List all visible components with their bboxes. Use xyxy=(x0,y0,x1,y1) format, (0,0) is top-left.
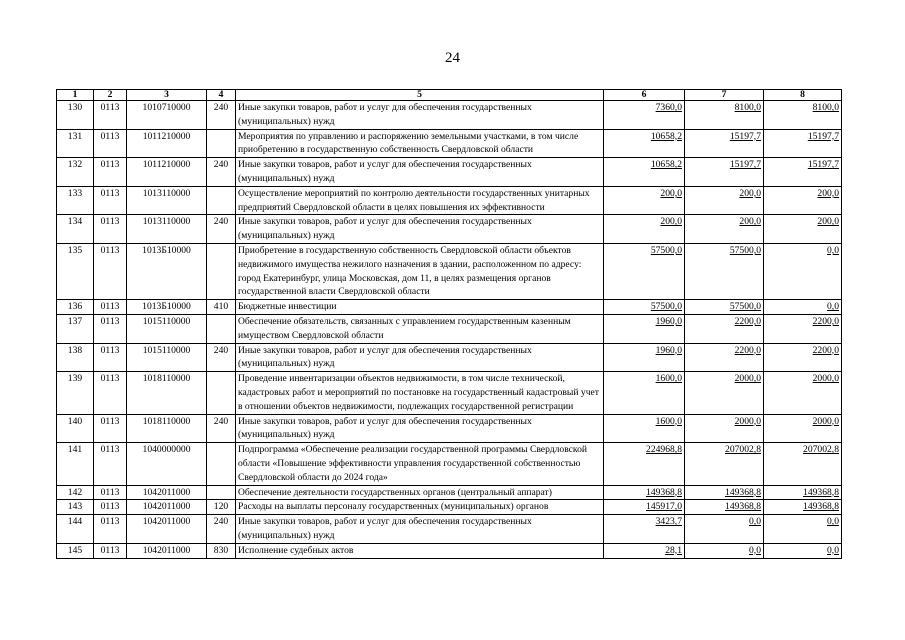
amount-value: 149368,8 xyxy=(646,486,682,498)
amount-col6-cell xyxy=(604,372,685,414)
expense-type-code-cell xyxy=(207,485,236,500)
table-row xyxy=(57,300,842,315)
expense-type-code-cell xyxy=(207,243,236,299)
amount-value: 200,0 xyxy=(817,216,839,228)
amount-col6-cell xyxy=(604,314,685,343)
amount-value: 149368,8 xyxy=(725,486,761,498)
section-code-cell: 0113 xyxy=(94,101,127,130)
header-cell: 3 xyxy=(127,90,207,101)
table-row xyxy=(57,543,842,558)
section-code-cell: 0113 xyxy=(94,343,127,372)
amount-col8-cell xyxy=(764,215,842,244)
amount-value: 8100,0 xyxy=(812,102,839,113)
amount-col6-cell xyxy=(604,543,685,558)
amount-col7-cell xyxy=(685,215,764,244)
amount-col8-cell xyxy=(764,443,842,485)
amount-value: 1600,0 xyxy=(655,373,682,385)
item-name-cell: Обеспечение деятельности государственных органов (центральный аппарат) xyxy=(236,485,604,500)
amount-col7-cell xyxy=(685,485,764,500)
expense-type-code-cell xyxy=(207,372,236,414)
row-number-cell: 136 xyxy=(57,300,94,315)
amount-col7-cell xyxy=(685,158,764,187)
header-cell: 7 xyxy=(685,90,764,101)
amount-value: 200,0 xyxy=(660,187,682,199)
amount-col6-cell xyxy=(604,300,685,315)
amount-col8-cell xyxy=(764,129,842,158)
section-code-cell: 0113 xyxy=(94,372,127,414)
amount-col7-cell xyxy=(685,414,764,443)
target-article-code-cell: 1013110000 xyxy=(127,215,207,244)
table-row xyxy=(57,372,842,414)
expense-type-code-cell: 120 xyxy=(207,500,236,515)
row-number-cell: 130 xyxy=(57,101,94,130)
row-number-cell: 144 xyxy=(57,515,94,544)
expense-type-code-cell: 240 xyxy=(207,414,236,443)
expense-type-code-cell: 240 xyxy=(207,343,236,372)
amount-col6-cell xyxy=(604,343,685,372)
amount-value: 0,0 xyxy=(827,516,839,528)
amount-col8-cell xyxy=(764,485,842,500)
amount-value: 1600,0 xyxy=(655,415,682,427)
header-cell: 2 xyxy=(94,90,127,101)
item-name-cell: Иные закупки товаров, работ и услуг для обеспечения государственных (муниципальных) нужд xyxy=(236,414,604,443)
table-row xyxy=(57,443,842,485)
amount-value: 145917,0 xyxy=(646,501,682,513)
section-code-cell: 0113 xyxy=(94,515,127,544)
amount-col7-cell xyxy=(685,300,764,315)
item-name-cell: Обеспечение обязательств, связанных с управлением государственным казенным имуществом Свердловской области xyxy=(236,314,604,343)
amount-col6-cell xyxy=(604,500,685,515)
table-row xyxy=(57,500,842,515)
section-code-cell: 0113 xyxy=(94,314,127,343)
expense-type-code-cell: 240 xyxy=(207,515,236,544)
section-code-cell: 0113 xyxy=(94,500,127,515)
amount-col6-cell xyxy=(604,215,685,244)
target-article-code-cell: 1018110000 xyxy=(127,414,207,443)
expense-type-code-cell xyxy=(207,443,236,485)
target-article-code-cell: 1015110000 xyxy=(127,314,207,343)
row-number-cell: 134 xyxy=(57,215,94,244)
target-article-code-cell: 1010710000 xyxy=(127,101,207,130)
amount-col8-cell xyxy=(764,101,842,130)
amount-col8-cell xyxy=(764,372,842,414)
amount-col7-cell xyxy=(685,515,764,544)
section-code-cell: 0113 xyxy=(94,243,127,299)
section-code-cell: 0113 xyxy=(94,158,127,187)
amount-col8-cell xyxy=(764,543,842,558)
amount-col7-cell xyxy=(685,243,764,299)
row-number-cell: 140 xyxy=(57,414,94,443)
amount-col6-cell xyxy=(604,515,685,544)
amount-value: 10658,2 xyxy=(650,159,682,171)
table-row xyxy=(57,186,842,215)
table-row xyxy=(57,314,842,343)
amount-value: 57500,0 xyxy=(729,244,761,256)
target-article-code-cell: 1042011000 xyxy=(127,500,207,515)
amount-value: 149368,8 xyxy=(725,501,761,513)
amount-col6-cell xyxy=(604,129,685,158)
table-row xyxy=(57,129,842,158)
amount-value: 207002,8 xyxy=(725,444,761,456)
expense-type-code-cell: 240 xyxy=(207,101,236,130)
amount-col7-cell xyxy=(685,372,764,414)
item-name-cell: Приобретение в государственную собственность Свердловской области объектов недвижимого имущества нежилого назначения в здании, расположенном по адресу: город Екатеринбург, улица Московская, дом 11, в целях размещения органов государственной власти Свердловской области xyxy=(236,243,604,299)
expense-type-code-cell: 830 xyxy=(207,543,236,558)
budget-table xyxy=(56,89,842,559)
row-number-cell: 135 xyxy=(57,243,94,299)
amount-value: 1960,0 xyxy=(655,315,682,327)
target-article-code-cell: 1042011000 xyxy=(127,515,207,544)
amount-col6-cell xyxy=(604,443,685,485)
amount-value: 0,0 xyxy=(827,544,839,556)
amount-col8-cell xyxy=(764,500,842,515)
target-article-code-cell: 1018110000 xyxy=(127,372,207,414)
row-number-cell: 132 xyxy=(57,158,94,187)
table-row xyxy=(57,485,842,500)
amount-col7-cell xyxy=(685,343,764,372)
item-name-cell: Иные закупки товаров, работ и услуг для обеспечения государственных (муниципальных) нужд xyxy=(236,101,604,130)
amount-value: 224968,8 xyxy=(646,444,682,456)
section-code-cell: 0113 xyxy=(94,414,127,443)
target-article-code-cell: 1013Б10000 xyxy=(127,300,207,315)
amount-value: 207002,8 xyxy=(803,444,839,456)
amount-value: 8100,0 xyxy=(734,102,761,113)
header-cell: 1 xyxy=(57,90,94,101)
item-name-cell: Осуществление мероприятий по контролю деятельности государственных унитарных предприятий Свердловской области в целях повышения их эффективности xyxy=(236,186,604,215)
header-cell: 6 xyxy=(604,90,685,101)
amount-value: 3423,7 xyxy=(655,516,682,528)
item-name-cell: Мероприятия по управлению и распоряжению земельными участками, в том числе приобретению в государственную собственность Свердловской области xyxy=(236,129,604,158)
expense-type-code-cell: 410 xyxy=(207,300,236,315)
row-number-cell: 145 xyxy=(57,543,94,558)
table-row xyxy=(57,215,842,244)
amount-col8-cell xyxy=(764,300,842,315)
item-name-cell: Иные закупки товаров, работ и услуг для обеспечения государственных (муниципальных) нужд xyxy=(236,515,604,544)
amount-value: 149368,8 xyxy=(803,501,839,513)
amount-value: 7360,0 xyxy=(655,102,682,113)
amount-col8-cell xyxy=(764,158,842,187)
amount-col7-cell xyxy=(685,186,764,215)
table-header-row xyxy=(57,90,842,101)
amount-col8-cell xyxy=(764,343,842,372)
target-article-code-cell: 1040000000 xyxy=(127,443,207,485)
target-article-code-cell: 1042011000 xyxy=(127,485,207,500)
target-article-code-cell: 1042011000 xyxy=(127,543,207,558)
amount-col6-cell xyxy=(604,414,685,443)
amount-col7-cell xyxy=(685,314,764,343)
target-article-code-cell: 1015110000 xyxy=(127,343,207,372)
amount-col8-cell xyxy=(764,515,842,544)
amount-col6-cell xyxy=(604,485,685,500)
target-article-code-cell: 1011210000 xyxy=(127,129,207,158)
amount-value: 15197,7 xyxy=(729,159,761,171)
amount-value: 2200,0 xyxy=(734,315,761,327)
table-row xyxy=(57,515,842,544)
table-row xyxy=(57,414,842,443)
table-row xyxy=(57,101,842,130)
item-name-cell: Иные закупки товаров, работ и услуг для обеспечения государственных (муниципальных) нужд xyxy=(236,343,604,372)
amount-value: 2200,0 xyxy=(812,315,839,327)
amount-value: 28,1 xyxy=(665,544,682,556)
row-number-cell: 131 xyxy=(57,129,94,158)
amount-col8-cell xyxy=(764,314,842,343)
expense-type-code-cell xyxy=(207,186,236,215)
target-article-code-cell: 1013Б10000 xyxy=(127,243,207,299)
table-row xyxy=(57,243,842,299)
table-row xyxy=(57,343,842,372)
amount-value: 2000,0 xyxy=(734,373,761,385)
row-number-cell: 139 xyxy=(57,372,94,414)
section-code-cell: 0113 xyxy=(94,485,127,500)
amount-value: 0,0 xyxy=(749,516,761,528)
row-number-cell: 133 xyxy=(57,186,94,215)
amount-col7-cell xyxy=(685,443,764,485)
amount-value: 200,0 xyxy=(660,216,682,228)
amount-value: 149368,8 xyxy=(803,486,839,498)
amount-col8-cell xyxy=(764,243,842,299)
header-cell: 4 xyxy=(207,90,236,101)
amount-col6-cell xyxy=(604,243,685,299)
item-name-cell: Иные закупки товаров, работ и услуг для обеспечения государственных (муниципальных) нужд xyxy=(236,215,604,244)
amount-col6-cell xyxy=(604,186,685,215)
section-code-cell: 0113 xyxy=(94,215,127,244)
amount-col8-cell xyxy=(764,186,842,215)
amount-value: 15197,7 xyxy=(729,130,761,142)
section-code-cell: 0113 xyxy=(94,443,127,485)
amount-col7-cell xyxy=(685,129,764,158)
header-cell: 8 xyxy=(764,90,842,101)
section-code-cell: 0113 xyxy=(94,129,127,158)
item-name-cell: Проведение инвентаризации объектов недвижимости, в том числе технической, кадастровых работ и мероприятий по постановке на государственный кадастровый учет в отношении объектов недвижимости, подлежащих государственной регистрации xyxy=(236,372,604,414)
row-number-cell: 141 xyxy=(57,443,94,485)
amount-col6-cell xyxy=(604,101,685,130)
item-name-cell: Расходы на выплаты персоналу государственных (муниципальных) органов xyxy=(236,500,604,515)
target-article-code-cell: 1011210000 xyxy=(127,158,207,187)
amount-value: 2200,0 xyxy=(812,344,839,356)
row-number-cell: 138 xyxy=(57,343,94,372)
page-number: 24 xyxy=(445,50,460,66)
section-code-cell: 0113 xyxy=(94,186,127,215)
amount-value: 200,0 xyxy=(817,187,839,199)
amount-col7-cell xyxy=(685,500,764,515)
amount-col6-cell xyxy=(604,158,685,187)
expense-type-code-cell: 240 xyxy=(207,158,236,187)
amount-value: 200,0 xyxy=(739,216,761,228)
item-name-cell: Иные закупки товаров, работ и услуг для обеспечения государственных (муниципальных) нужд xyxy=(236,158,604,187)
amount-col7-cell xyxy=(685,101,764,130)
amount-value: 1960,0 xyxy=(655,344,682,356)
amount-value: 2000,0 xyxy=(812,373,839,385)
section-code-cell: 0113 xyxy=(94,543,127,558)
amount-value: 2000,0 xyxy=(812,415,839,427)
amount-col7-cell xyxy=(685,543,764,558)
item-name-cell: Исполнение судебных актов xyxy=(236,543,604,558)
item-name-cell: Бюджетные инвестиции xyxy=(236,300,604,315)
item-name-cell: Подпрограмма «Обеспечение реализации государственной программы Свердловской области «Повышение эффективности управления государственной собственностью Свердловской области до 2024 года» xyxy=(236,443,604,485)
amount-value: 10658,2 xyxy=(650,130,682,142)
section-code-cell: 0113 xyxy=(94,300,127,315)
expense-type-code-cell xyxy=(207,314,236,343)
amount-value: 0,0 xyxy=(827,301,839,313)
amount-value: 15197,7 xyxy=(807,159,839,171)
amount-value: 57500,0 xyxy=(729,301,761,313)
amount-value: 200,0 xyxy=(739,187,761,199)
amount-value: 0,0 xyxy=(827,244,839,256)
row-number-cell: 143 xyxy=(57,500,94,515)
amount-value: 15197,7 xyxy=(807,130,839,142)
target-article-code-cell: 1013110000 xyxy=(127,186,207,215)
expense-type-code-cell xyxy=(207,129,236,158)
amount-value: 0,0 xyxy=(749,544,761,556)
amount-value: 57500,0 xyxy=(650,301,682,313)
table-row xyxy=(57,158,842,187)
row-number-cell: 137 xyxy=(57,314,94,343)
row-number-cell: 142 xyxy=(57,485,94,500)
amount-value: 2200,0 xyxy=(734,344,761,356)
header-cell: 5 xyxy=(236,90,604,101)
expense-type-code-cell: 240 xyxy=(207,215,236,244)
amount-value: 2000,0 xyxy=(734,415,761,427)
amount-col8-cell xyxy=(764,414,842,443)
amount-value: 57500,0 xyxy=(650,244,682,256)
